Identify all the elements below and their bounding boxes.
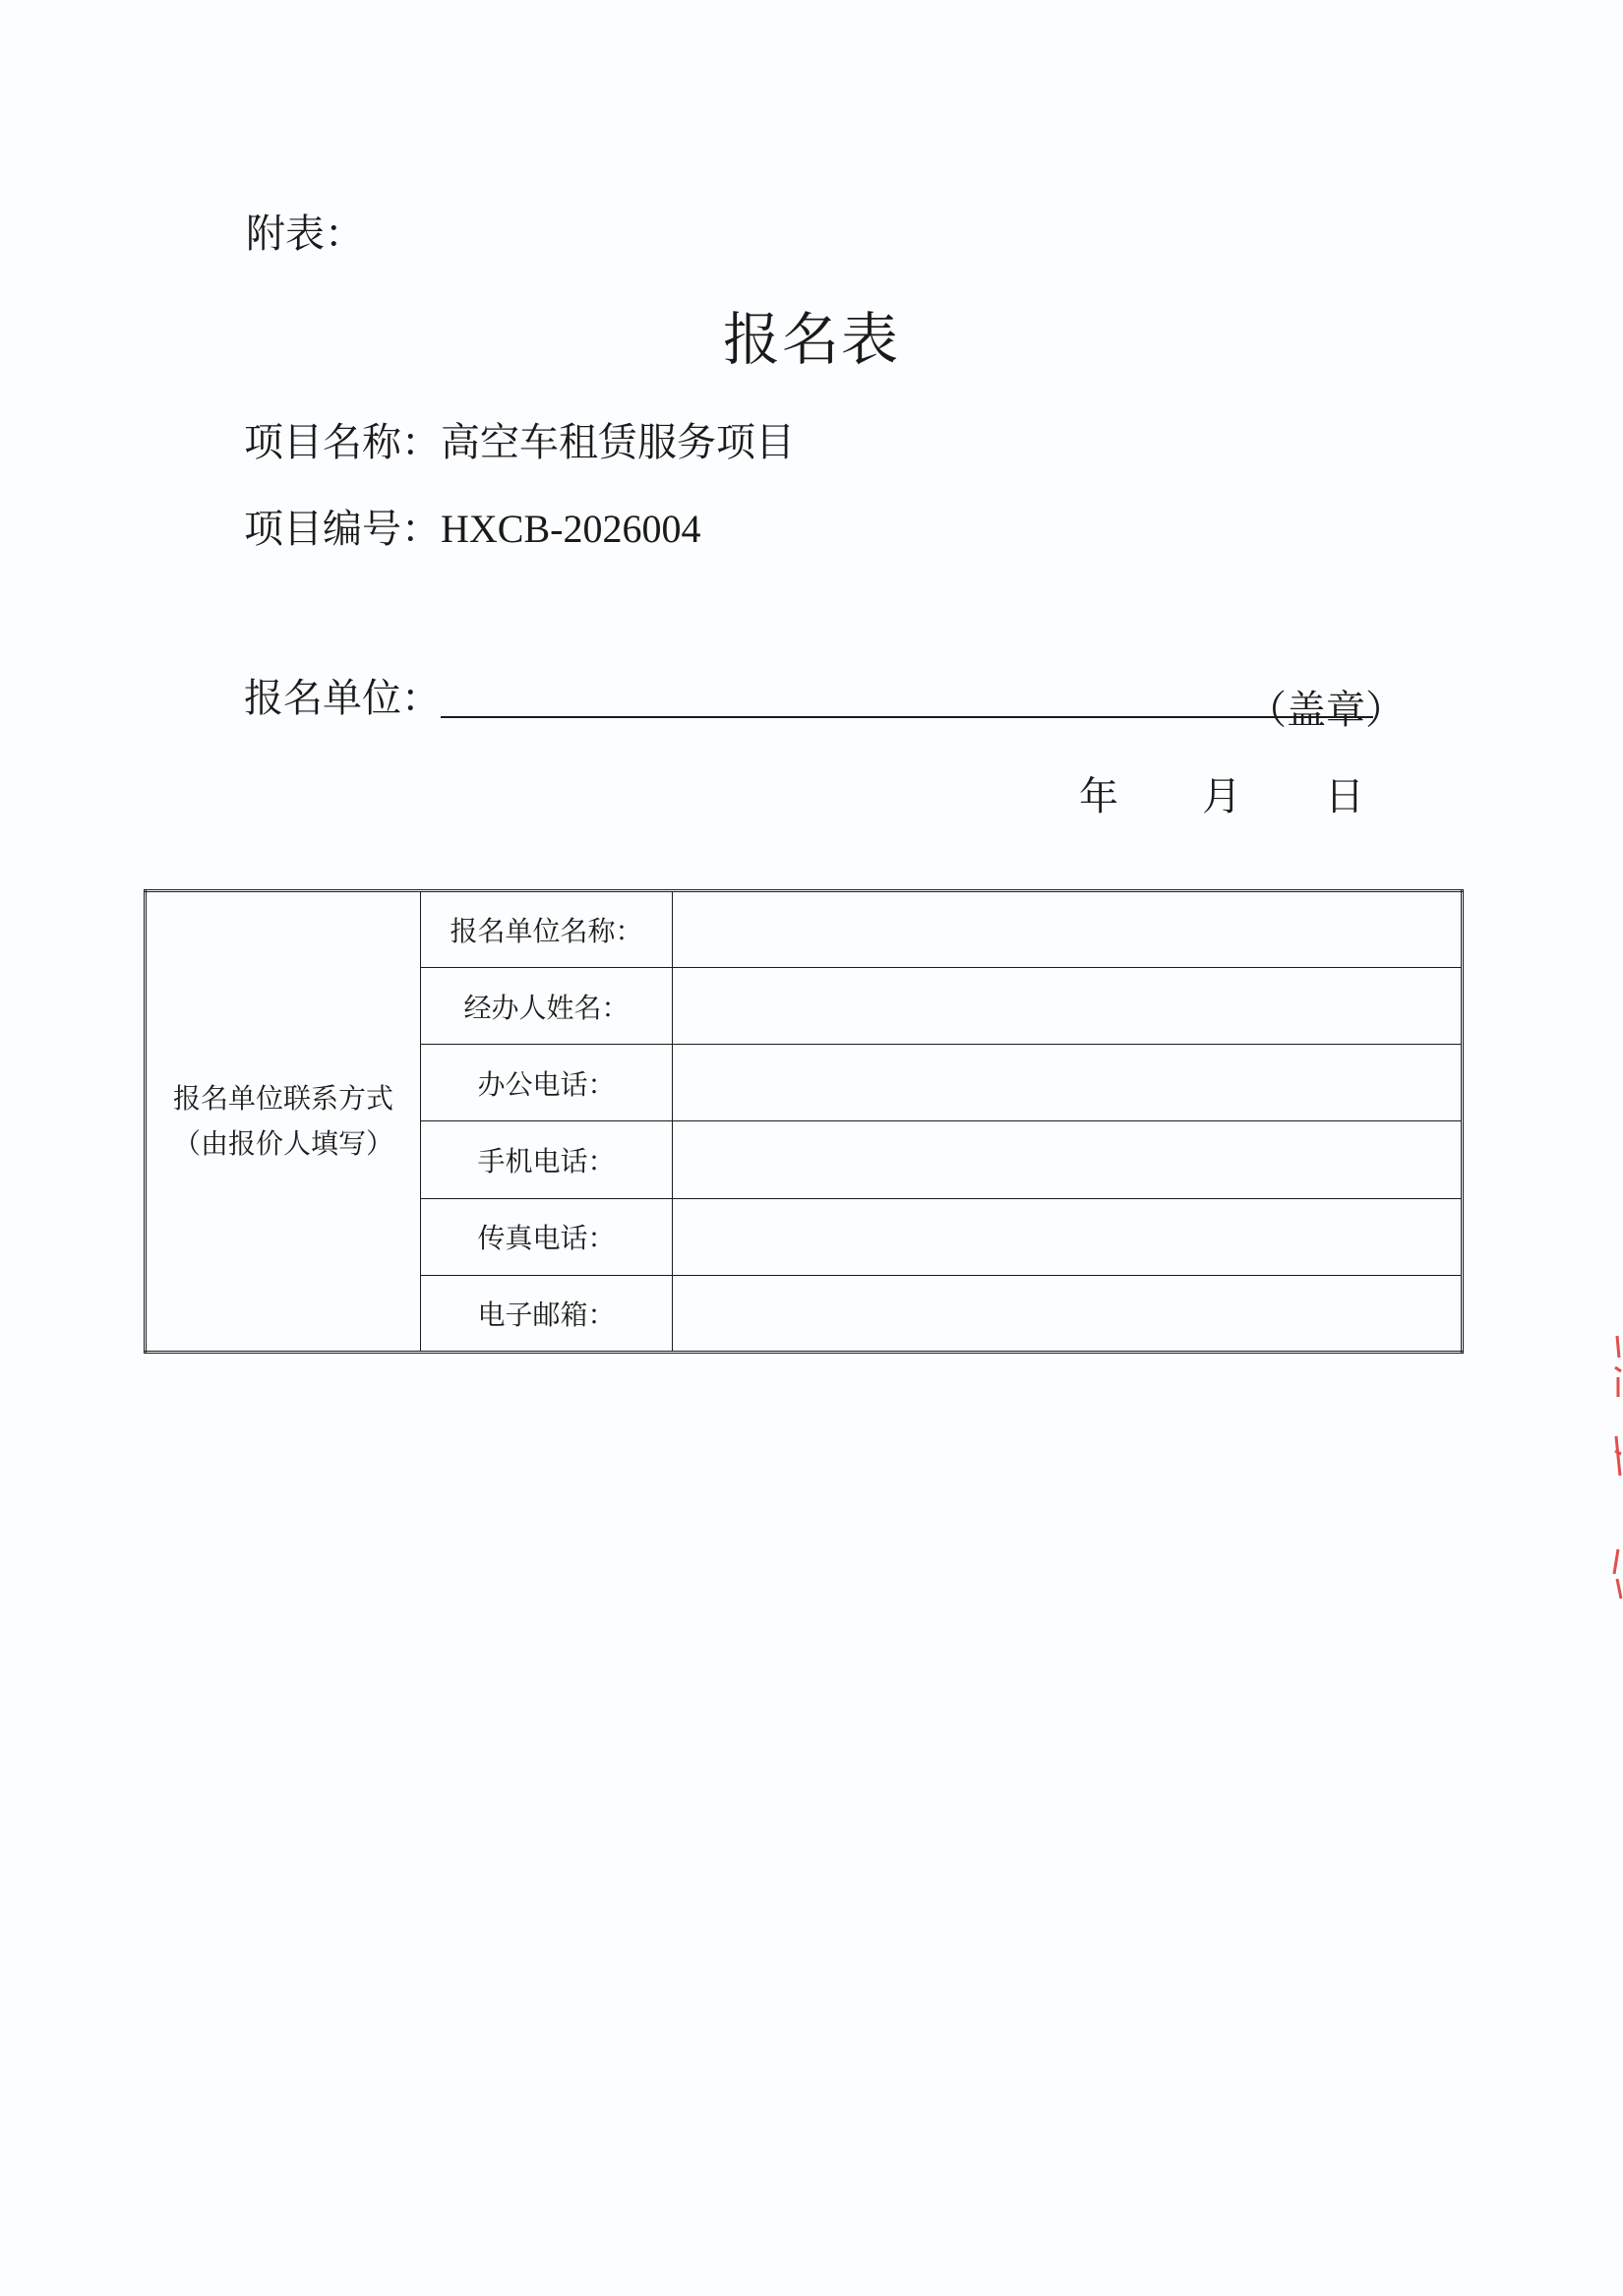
seal-note: （盖章） (1247, 688, 1405, 733)
office-phone-field[interactable] (673, 1045, 1463, 1121)
signup-unit-label: 报名单位： (244, 676, 441, 721)
signup-unit-fill-line[interactable] (441, 716, 1373, 718)
date-month-label: 月 (1202, 774, 1241, 819)
row-label-fax: 传真电话： (421, 1198, 673, 1275)
seal-stamp-fragment (1609, 1328, 1623, 1623)
project-number-row (244, 507, 701, 552)
date-year-label: 年 (1079, 774, 1118, 819)
contact-group-cell (146, 891, 421, 1353)
row-label-email: 电子邮箱： (421, 1275, 673, 1352)
row-label-office-phone: 办公电话： (421, 1045, 673, 1121)
contact-group-title: 报名单位联系方式 (172, 1082, 393, 1115)
table-row (146, 891, 1463, 968)
contact-info-table (144, 889, 1464, 1354)
attachment-label: 附表： (246, 211, 364, 257)
row-label-unit-name: 报名单位名称： (421, 891, 673, 968)
date-day-label: 日 (1325, 774, 1364, 819)
project-name-label: 项目名称： (244, 420, 441, 465)
project-number-value: HXCB-2026004 (441, 507, 701, 551)
contact-group-note: （由报价人填写） (172, 1127, 393, 1160)
project-number-label: 项目编号： (244, 507, 441, 552)
project-name-row (244, 420, 795, 465)
row-label-mobile-phone: 手机电话： (421, 1121, 673, 1198)
project-name-value: 高空车租赁服务项目 (441, 420, 795, 465)
email-field[interactable] (673, 1275, 1463, 1352)
unit-name-field[interactable] (673, 891, 1463, 968)
form-title: 报名表 (722, 306, 900, 373)
mobile-phone-field[interactable] (673, 1121, 1463, 1198)
fax-field[interactable] (673, 1198, 1463, 1275)
handler-name-field[interactable] (673, 968, 1463, 1045)
row-label-handler-name: 经办人姓名： (421, 968, 673, 1045)
